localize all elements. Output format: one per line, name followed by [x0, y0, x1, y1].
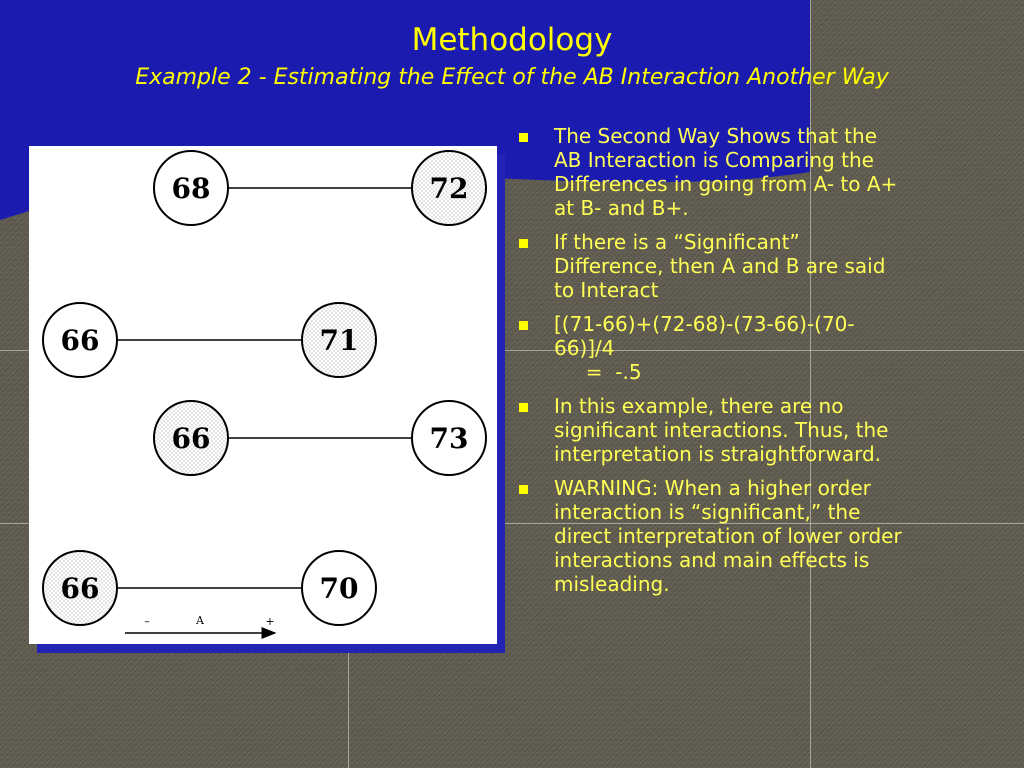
node-circle — [43, 303, 117, 377]
node-circle — [154, 151, 228, 225]
bullet-line: misleading. — [554, 572, 670, 596]
square-bullet-icon — [519, 403, 528, 412]
node-value: 72 — [429, 172, 469, 205]
bullet-item — [514, 312, 1009, 384]
square-bullet-icon — [519, 239, 528, 248]
bullet-line: at B- and B+. — [554, 196, 689, 220]
bullet-line: interactions and main effects is — [554, 548, 870, 572]
bullet-line: interaction is “significant,” the — [554, 500, 861, 524]
bullet-item — [514, 394, 1009, 466]
node-circle — [154, 401, 228, 475]
node-circle — [43, 551, 117, 625]
bullet-line: AB Interaction is Comparing the — [554, 148, 874, 172]
node-value: 68 — [171, 172, 211, 205]
slide-subtitle: Example 2 - Estimating the Effect of the AB Interaction Another Way — [135, 65, 889, 90]
bullet-line: Difference, then A and B are said — [554, 254, 886, 278]
square-bullet-icon — [519, 485, 528, 494]
bullet-line: interpretation is straightforward. — [554, 442, 882, 466]
axis-plus-label: + — [265, 615, 275, 628]
bullet-line: [(71-66)+(72-68)-(73-66)-(70- — [554, 312, 855, 336]
interaction-diagram — [29, 146, 497, 644]
bullet-line: Differences in going from A- to A+ — [554, 172, 898, 196]
bullet-line: If there is a “Significant” — [554, 230, 800, 254]
node-value: 66 — [171, 422, 211, 455]
bullet-line: 66)]/4 — [554, 336, 615, 360]
bullet-line: The Second Way Shows that the — [554, 124, 877, 148]
node-value: 66 — [60, 324, 100, 357]
bullet-list — [514, 124, 1009, 606]
node-value: 71 — [319, 324, 359, 357]
bullet-item — [514, 230, 1009, 302]
node-circle — [412, 151, 486, 225]
node-value: 73 — [429, 422, 469, 455]
slide-title: Methodology — [411, 22, 613, 58]
bullet-line: direct interpretation of lower order — [554, 524, 902, 548]
bullet-line: = -.5 — [554, 360, 642, 384]
axis-label: A — [196, 614, 204, 627]
bullet-item — [514, 124, 1009, 220]
axis-minus-label: – — [144, 615, 150, 628]
node-circle — [412, 401, 486, 475]
node-value: 70 — [319, 572, 359, 605]
square-bullet-icon — [519, 133, 528, 142]
square-bullet-icon — [519, 321, 528, 330]
bullet-item — [514, 476, 1009, 596]
node-circle — [302, 303, 376, 377]
node-circle — [302, 551, 376, 625]
node-value: 66 — [60, 572, 100, 605]
interaction-figure — [29, 146, 497, 644]
bullet-line: to Interact — [554, 278, 659, 302]
bullet-line: WARNING: When a higher order — [554, 476, 871, 500]
bullet-line: In this example, there are no — [554, 394, 844, 418]
bullet-line: significant interactions. Thus, the — [554, 418, 889, 442]
